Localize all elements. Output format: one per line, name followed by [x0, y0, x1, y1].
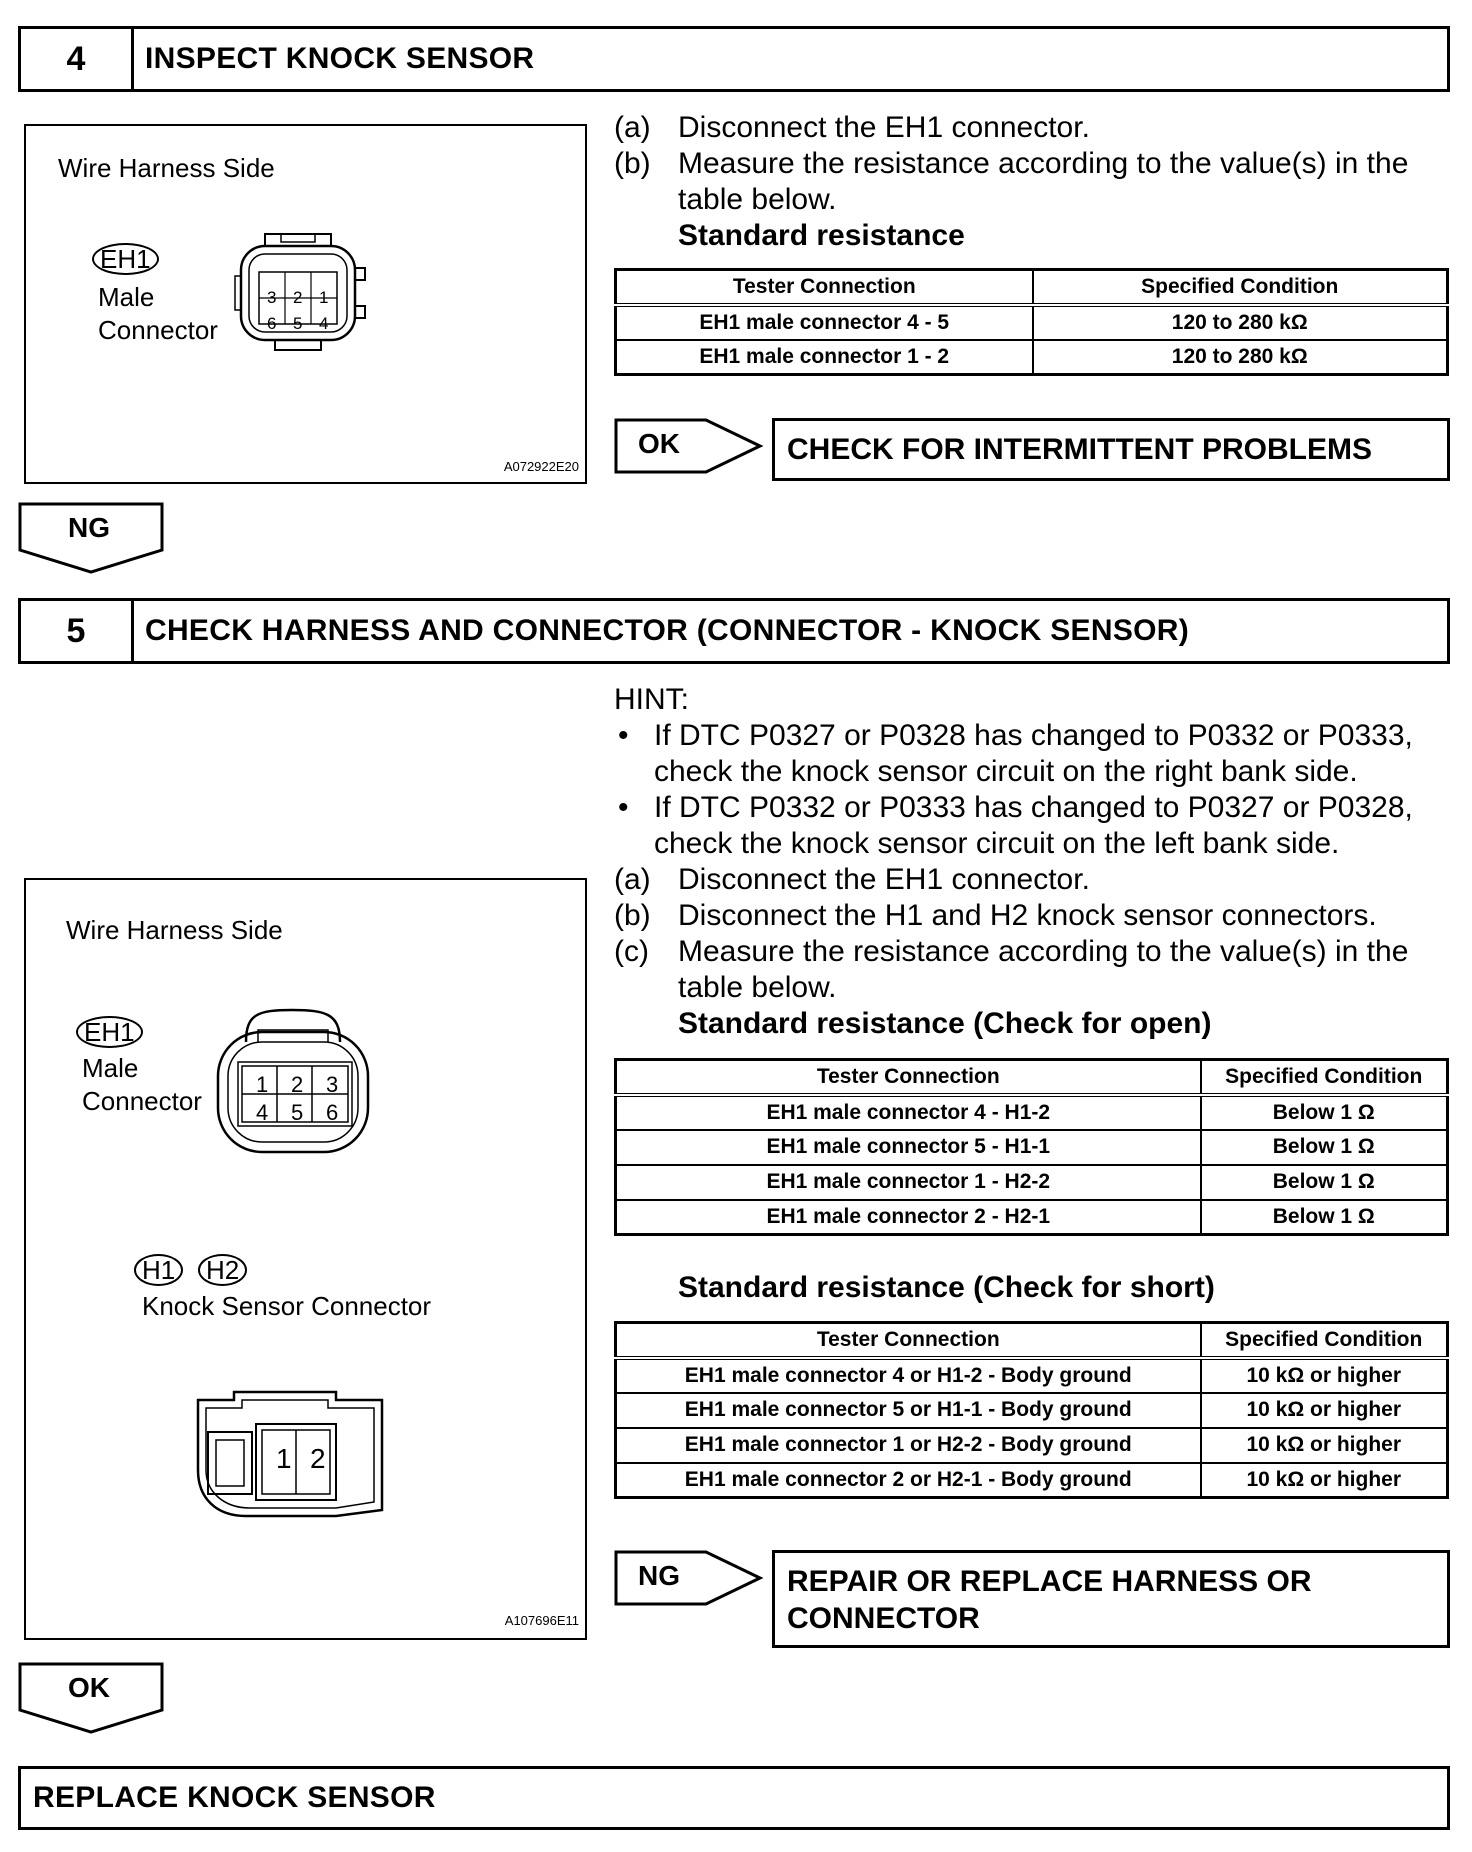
figure-code: A072922E20: [503, 459, 579, 474]
knock-sensor-tag-h1: H1: [134, 1254, 183, 1286]
instruction-text: Disconnect the EH1 connector.: [678, 863, 1090, 896]
instruction-marker: (a): [614, 111, 651, 144]
instruction-marker: (c): [614, 935, 649, 968]
table-cell: EH1 male connector 4 or H1-2 - Body ground: [616, 1358, 1201, 1393]
connector-label-connector: Connector: [98, 315, 218, 345]
instruction-marker: (b): [614, 899, 651, 932]
step-title: INSPECT KNOCK SENSOR: [145, 42, 535, 75]
table-cell: EH1 male connector 4 - 5: [616, 305, 1033, 340]
bullet: •: [618, 719, 629, 752]
pin-label: 4: [319, 314, 329, 333]
hint-label: HINT:: [614, 683, 689, 716]
figure-code: A107696E11: [504, 1613, 579, 1628]
table-header: Tester Connection: [616, 1060, 1201, 1095]
table-cell: 10 kΩ or higher: [1201, 1428, 1448, 1463]
table-row: [616, 1130, 1448, 1165]
right-arrow-tag-icon: [614, 418, 764, 478]
step-4-resistance-table: [614, 268, 1449, 376]
connector-tag: EH1: [92, 243, 159, 275]
knock-sensor-connector-label: Knock Sensor Connector: [142, 1291, 432, 1321]
knock-sensor-tag-h2: H2: [198, 1254, 247, 1286]
hint-text: If DTC P0332 or P0333 has changed to P0327 or P0328,: [654, 791, 1413, 824]
instruction-text: table below.: [678, 971, 837, 1004]
table-cell: EH1 male connector 5 or H1-1 - Body ground: [616, 1393, 1201, 1428]
pin-label: 3: [267, 288, 277, 307]
table-row: [616, 1358, 1448, 1393]
table-cell: EH1 male connector 1 - H2-2: [616, 1165, 1201, 1200]
eh1-connector-drawing: [231, 218, 381, 358]
pin-label: 6: [326, 1100, 339, 1125]
table-cell: 10 kΩ or higher: [1201, 1463, 1448, 1498]
ng-label: NG: [638, 1560, 680, 1591]
bullet: •: [618, 791, 629, 824]
instruction-text: Disconnect the H1 and H2 knock sensor connectors.: [678, 899, 1377, 932]
table-cell: Below 1 Ω: [1201, 1130, 1448, 1165]
figure-heading: Wire Harness Side: [58, 153, 275, 183]
table-header: Specified Condition: [1033, 270, 1448, 305]
table-cell: EH1 male connector 5 - H1-1: [616, 1130, 1201, 1165]
ok-label: OK: [638, 428, 680, 459]
right-arrow-tag-icon: [614, 1550, 764, 1610]
hint-text: If DTC P0327 or P0328 has changed to P0332 or P0333,: [654, 719, 1413, 752]
table-cell: 10 kΩ or higher: [1201, 1393, 1448, 1428]
connector-tag: EH1: [76, 1016, 143, 1048]
final-action-bar: [18, 1766, 1450, 1830]
ok-result-text: CHECK FOR INTERMITTENT PROBLEMS: [787, 433, 1372, 466]
pin-label: 4: [256, 1100, 269, 1125]
table-cell: Below 1 Ω: [1201, 1095, 1448, 1130]
table-cell: 120 to 280 kΩ: [1033, 340, 1448, 375]
instruction-text: table below.: [678, 183, 837, 216]
table-header: Specified Condition: [1201, 1060, 1448, 1095]
table-cell: EH1 male connector 2 or H2-1 - Body ground: [616, 1463, 1201, 1498]
ng-label: NG: [68, 512, 110, 543]
table-cell: EH1 male connector 1 - 2: [616, 340, 1033, 375]
pin-label: 5: [291, 1100, 304, 1125]
table-header: Tester Connection: [616, 1323, 1201, 1358]
step-5-figure: [24, 878, 587, 1640]
table-header: Tester Connection: [616, 270, 1033, 305]
table-row: [616, 1095, 1448, 1130]
short-check-table: [614, 1321, 1449, 1499]
instruction-text: Disconnect the EH1 connector.: [678, 111, 1090, 144]
open-check-table: [614, 1058, 1449, 1236]
table-row: [616, 305, 1448, 340]
pin-label: 1: [276, 1443, 292, 1474]
hint-text: check the knock sensor circuit on the right bank side.: [654, 755, 1358, 788]
connector-label-connector: Connector: [82, 1086, 202, 1116]
table-row: [616, 1463, 1448, 1498]
ng-branch-tag: [614, 1550, 764, 1610]
pin-label: 2: [293, 288, 303, 307]
instruction-marker: (b): [614, 147, 651, 180]
hint-text: check the knock sensor circuit on the left bank side.: [654, 827, 1340, 860]
table-cell: Below 1 Ω: [1201, 1200, 1448, 1235]
ng-branch-tag: [18, 502, 166, 574]
instruction-marker: (a): [614, 863, 651, 896]
open-check-heading: Standard resistance (Check for open): [678, 1007, 1212, 1040]
table-cell: 120 to 280 kΩ: [1033, 305, 1448, 340]
pin-label: 1: [256, 1072, 269, 1097]
ng-result-line-1: REPAIR OR REPLACE HARNESS OR: [787, 1565, 1312, 1598]
ok-branch-tag: [614, 418, 764, 478]
short-check-heading: Standard resistance (Check for short): [678, 1271, 1215, 1304]
table-cell: EH1 male connector 1 or H2-2 - Body ground: [616, 1428, 1201, 1463]
connector-label-male: Male: [82, 1053, 139, 1083]
standard-resistance-heading: Standard resistance: [678, 219, 965, 252]
step-number: 5: [21, 601, 134, 661]
table-cell: Below 1 Ω: [1201, 1165, 1448, 1200]
instruction-text: Measure the resistance according to the value(s) in the: [678, 147, 1409, 180]
pin-label: 6: [267, 314, 277, 333]
ok-label: OK: [68, 1672, 110, 1703]
step-4-header: [18, 26, 1450, 92]
ok-branch-tag: [18, 1662, 166, 1734]
table-cell: EH1 male connector 4 - H1-2: [616, 1095, 1201, 1130]
pin-label: 2: [310, 1443, 326, 1474]
instruction-text: Measure the resistance according to the value(s) in the: [678, 935, 1409, 968]
table-row: [616, 1428, 1448, 1463]
pin-label: 2: [291, 1072, 304, 1097]
ng-result-line-2: CONNECTOR: [787, 1602, 980, 1635]
pin-label: 3: [326, 1072, 339, 1097]
step-title: CHECK HARNESS AND CONNECTOR (CONNECTOR - KNOCK SENSOR): [145, 614, 1190, 647]
ok-result-box: [772, 418, 1450, 481]
table-cell: EH1 male connector 2 - H2-1: [616, 1200, 1201, 1235]
step-5-header: [18, 598, 1450, 664]
table-row: [616, 1165, 1448, 1200]
step-number: 4: [21, 29, 134, 89]
final-action-title: REPLACE KNOCK SENSOR: [33, 1781, 436, 1814]
connector-label-male: Male: [98, 282, 155, 312]
table-row: [616, 1393, 1448, 1428]
pin-label: 5: [293, 314, 303, 333]
ng-result-box: [772, 1550, 1450, 1648]
pin-label: 1: [319, 288, 329, 307]
figure-heading: Wire Harness Side: [66, 915, 283, 945]
table-header: Specified Condition: [1201, 1323, 1448, 1358]
step-4-figure: [24, 124, 587, 484]
table-row: [616, 340, 1448, 375]
table-cell: 10 kΩ or higher: [1201, 1358, 1448, 1393]
table-row: [616, 1200, 1448, 1235]
